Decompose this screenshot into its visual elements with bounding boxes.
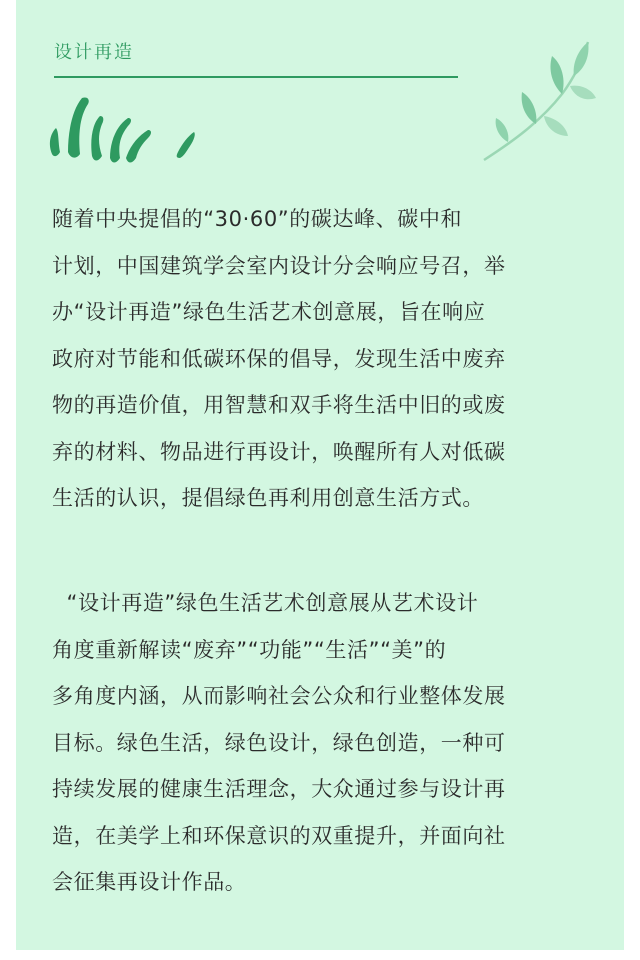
exhibition-paragraph: [52, 580, 594, 906]
brush-stroke-6: [177, 132, 195, 158]
paragraph-line: 弃的材料、物品进行再设计，唤醒所有人对低碳: [52, 439, 506, 464]
paragraph-line: 角度重新解读“废弃”“功能”“生活”“美”的: [52, 637, 447, 662]
brush-stroke-1: [50, 128, 60, 156]
paragraph-line: “设计再造”绿色生活艺术创意展从艺术设计: [52, 591, 479, 615]
brush-stroke-3: [91, 116, 103, 161]
intro-paragraph: [52, 196, 594, 522]
leaf-6: [496, 118, 509, 142]
leaf-2: [550, 56, 563, 94]
content-card: [16, 0, 624, 950]
title-divider: [54, 76, 458, 78]
brush-strokes-icon: [46, 92, 196, 164]
leaf-3: [570, 86, 596, 100]
paragraph-line: 政府对节能和低碳环保的倡导，发现生活中废弃: [52, 346, 506, 371]
brush-stroke-5: [126, 130, 151, 163]
leaf-branch-icon: [478, 34, 596, 166]
paragraph-line: 多角度内涵，从而影响社会公众和行业整体发展: [52, 684, 506, 708]
paragraph-line: 随着中央提倡的“30·60”的碳达峰、碳中和: [52, 207, 463, 231]
section-title: 设计再造: [54, 42, 134, 63]
paragraph-line: 物的再造价值，用智慧和双手将生活中旧的或废: [52, 393, 506, 417]
paragraph-line: 计划，中国建筑学会室内设计分会响应号召，举: [52, 253, 506, 278]
paragraph-line: 生活的认识，提倡绿色再利用创意生活方式。: [52, 486, 484, 510]
paragraph-line: 会征集再设计作品。: [52, 870, 247, 894]
paragraph-line: 办“设计再造”绿色生活艺术创意展，旨在响应: [52, 300, 486, 324]
paragraph-line: 造，在美学上和环保意识的双重提升，并面向社: [52, 823, 506, 848]
leaf-1: [574, 42, 589, 76]
brush-stroke-2: [68, 97, 89, 157]
leaf-5: [544, 116, 568, 136]
paragraph-line: 目标。绿色生活，绿色设计，绿色创造，一种可: [52, 730, 506, 755]
paragraph-line: 持续发展的健康生活理念，大众通过参与设计再: [52, 777, 506, 801]
leaf-4: [522, 92, 537, 124]
branch-stem: [484, 42, 588, 160]
